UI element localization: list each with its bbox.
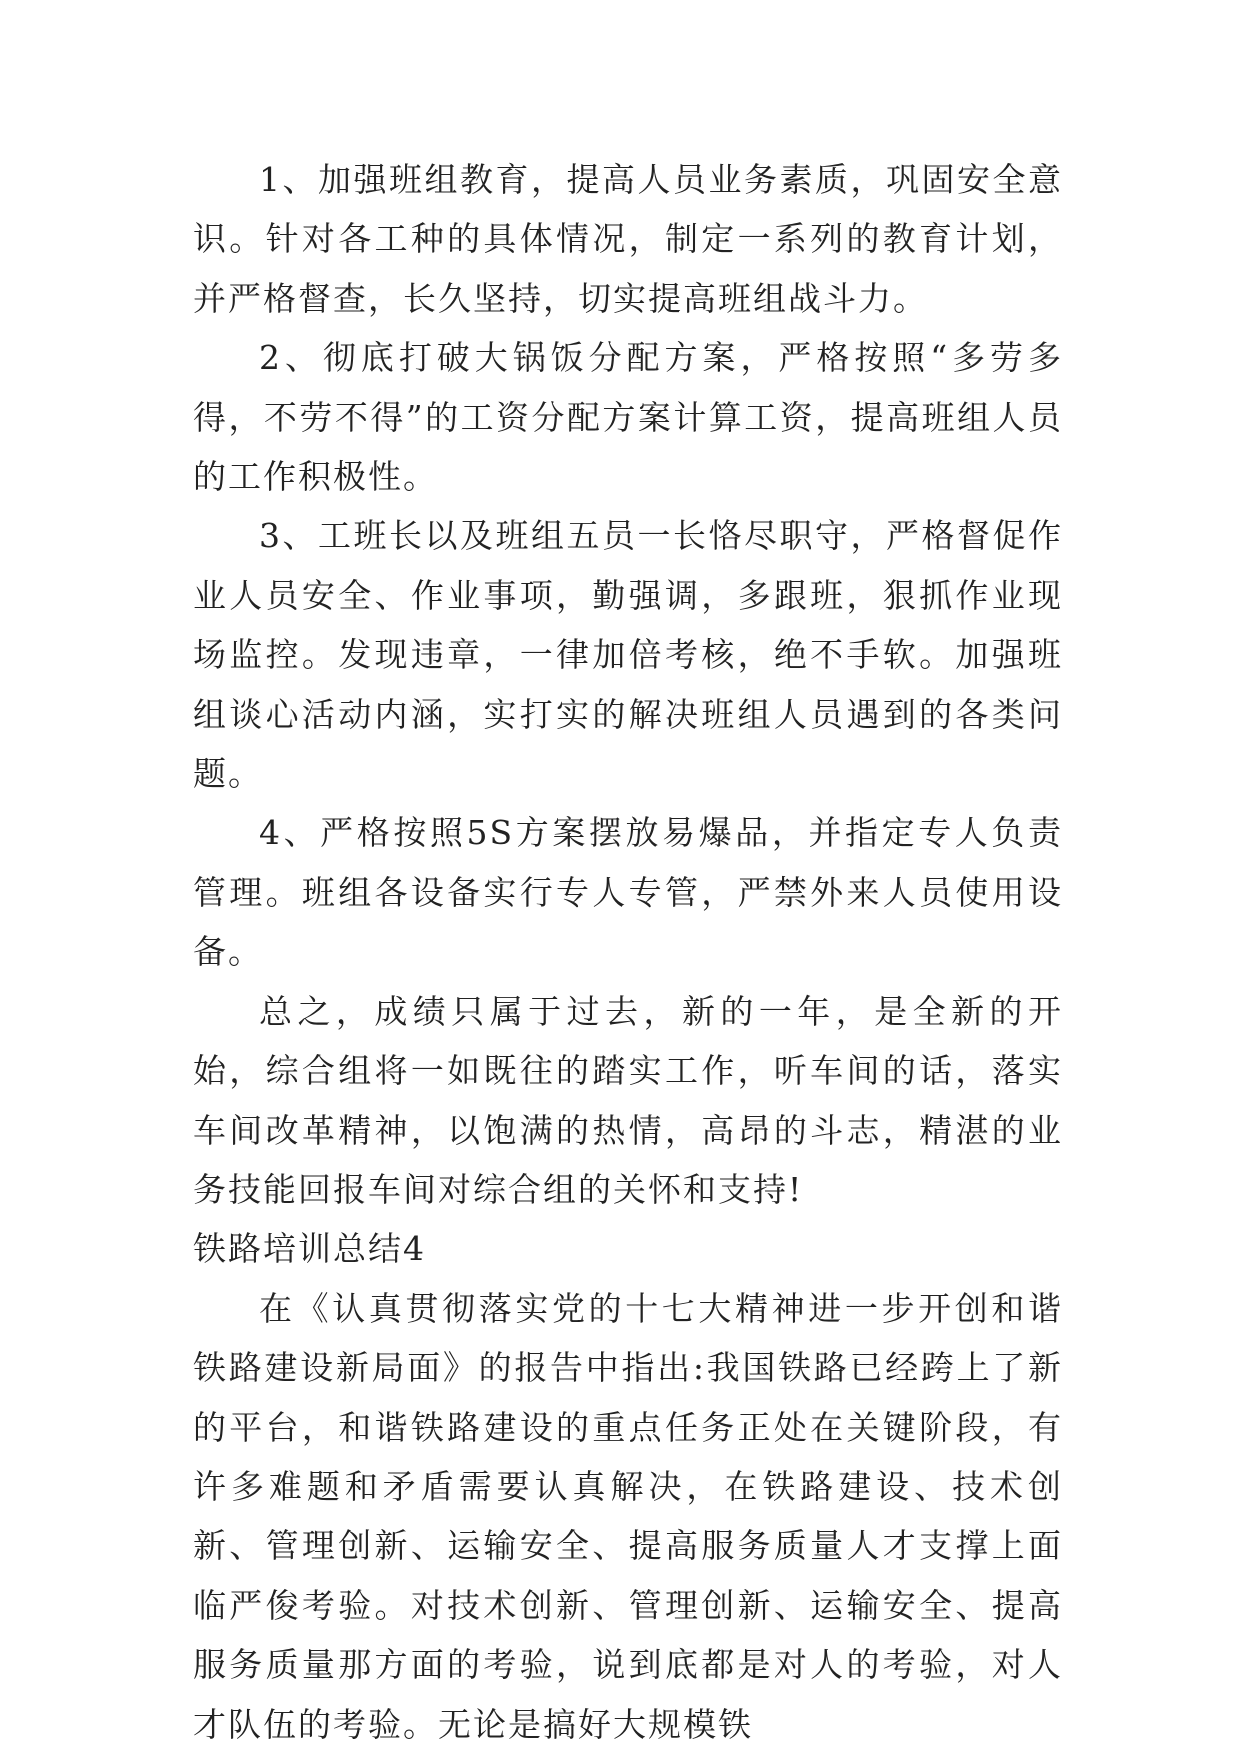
paragraph-summary: 总之，成绩只属于过去，新的一年，是全新的开始，综合组将一如既往的踏实工作，听车间的话，落实车间改革精神，以饱满的热情，高昂的斗志，精湛的业务技能回报车间对综合组的关怀和支持! [193, 991, 1063, 1209]
paragraph-1: 1、加强班组教育，提高人员业务素质，巩固安全意识。针对各工种的具体情况，制定一系列的教育计划，并严格督查，长久坚持，切实提高班组战斗力。 [193, 160, 1063, 318]
paragraph-2: 2、彻底打破大锅饭分配方案，严格按照“多劳多得，不劳不得”的工资分配方案计算工资，提高班组人员的工作积极性。 [193, 338, 1063, 497]
paragraph-4: 4、严格按照5S方案摆放易爆品，并指定专人负责管理。班组各设备实行专人专管，严禁外来人员使用设备。 [193, 813, 1063, 972]
document-page [193, 150, 1063, 1754]
paragraph-3: 3、工班长以及班组五员一长恪尽职守，严格督促作业人员安全、作业事项，勤强调，多跟班，狠抓作业现场监控。发现违章，一律加倍考核，绝不手软。加强班组谈心活动内涵，实打实的解决班组人员遇到的各类问题。 [193, 516, 1063, 794]
section-title: 铁路培训总结4 [193, 1229, 426, 1269]
section-paragraph-1: 在《认真贯彻落实党的十七大精神进一步开创和谐铁路建设新局面》的报告中指出:我国铁路已经跨上了新的平台，和谐铁路建设的重点任务正处在关键阶段，有许多难题和矛盾需要认真解决，在铁路建设、技术创新、管理创新、运输安全、提高服务质量人才支撑上面临严俊考验。对技术创新、管理创新、运输安全、提高服务质量那方面的考验，说到底都是对人的考验，对人才队伍的考验。无论是搞好大规模铁 [193, 1288, 1063, 1744]
